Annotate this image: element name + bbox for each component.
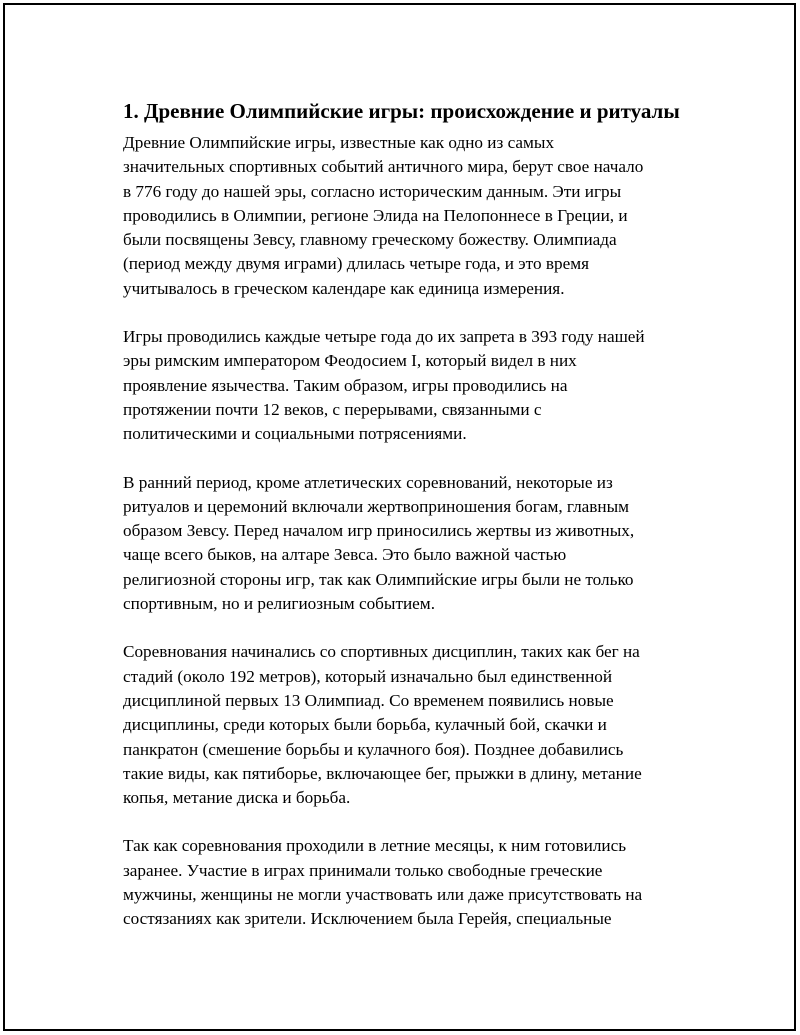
paragraph-line: такие виды, как пятиборье, включающее бег, прыжки в длину, метание: [123, 763, 642, 783]
paragraph-line: эры римским императором Феодосием I, который видел в них: [123, 351, 577, 371]
paragraph-line: в 776 году до нашей эры, согласно историческим данным. Эти игры: [123, 181, 622, 201]
paragraph-line: В ранний период, кроме атлетических соревнований, некоторые из: [123, 472, 613, 492]
document-body: [123, 95, 693, 956]
paragraph-line: образом Зевсу. Перед началом игр приносились жертвы из животных,: [123, 521, 635, 541]
paragraph-line: были посвящены Зевсу, главному греческому божеству. Олимпиада: [123, 230, 617, 250]
paragraph-line: чаще всего быков, на алтаре Зевса. Это было важной частью: [123, 545, 567, 565]
paragraph-container: [123, 131, 693, 932]
paragraph: [123, 131, 693, 301]
paragraph-line: Игры проводились каждые четыре года до их запрета в 393 году нашей: [123, 327, 645, 347]
paragraph-line: (период между двумя играми) длилась четыре года, и это время: [123, 254, 589, 274]
paragraph-line: мужчины, женщины не могли участвовать или даже присутствовать на: [123, 885, 643, 905]
paragraph-line: панкратон (смешение борьбы и кулачного боя). Позднее добавились: [123, 739, 624, 759]
paragraph-line: значительных спортивных событий античного мира, берут свое начало: [123, 157, 644, 177]
paragraph-line: копья, метание диска и борьба.: [123, 788, 351, 808]
paragraph-line: учитывалось в греческом календаре как единица измерения.: [123, 278, 565, 298]
paragraph-line: стадий (около 192 метров), который изначально был единственной: [123, 666, 613, 686]
paragraph-line: проявление язычества. Таким образом, игры проводились на: [123, 375, 568, 395]
paragraph: [123, 834, 693, 931]
paragraph-line: Так как соревнования проходили в летние месяцы, к ним готовились: [123, 836, 627, 856]
paragraph-line: Соревнования начинались со спортивных дисциплин, таких как бег на: [123, 642, 640, 662]
page-frame: [3, 3, 796, 1031]
paragraph-line: ритуалов и церемоний включали жертвоприношения богам, главным: [123, 496, 630, 516]
paragraph: [123, 471, 693, 617]
paragraph-line: дисциплины, среди которых были борьба, кулачный бой, скачки и: [123, 715, 607, 735]
paragraph-line: религиозной стороны игр, так как Олимпийские игры были не только: [123, 569, 634, 589]
paragraph-line: спортивным, но и религиозным событием.: [123, 594, 435, 614]
section-heading: 1. Древние Олимпийские игры: происхождение и ритуалы: [123, 99, 680, 123]
paragraph-line: дисциплиной первых 13 Олимпиад. Со временем появились новые: [123, 690, 614, 710]
paragraph-line: Древние Олимпийские игры, известные как одно из самых: [123, 133, 555, 152]
paragraph-line: протяжении почти 12 веков, с перерывами, связанными с: [123, 399, 542, 419]
paragraph-line: состязаниях как зрители. Исключением была Герейя, специальные: [123, 909, 612, 929]
paragraph-line: политическими и социальными потрясениями.: [123, 424, 467, 444]
paragraph-line: проводились в Олимпии, регионе Элида на Пелопоннесе в Греции, и: [123, 205, 628, 225]
paragraph: [123, 640, 693, 810]
paragraph-line: заранее. Участие в играх принимали только свободные греческие: [123, 860, 603, 880]
paragraph: [123, 325, 693, 446]
